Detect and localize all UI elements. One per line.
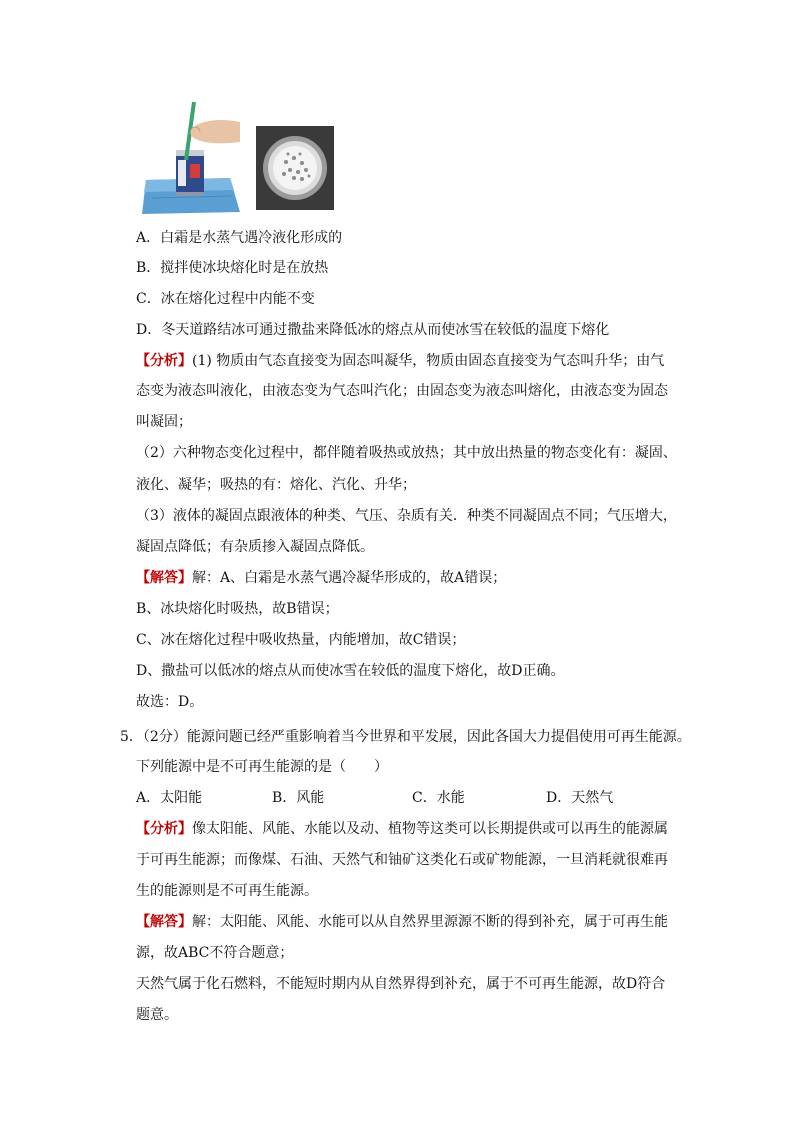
q4-answer-text: 解：A、白霜是水蒸气遇冷凝华形成的，故A错误；: [192, 570, 507, 586]
q5-analysis-text: 像太阳能、风能、水能以及动、植物等这类可以长期提供或可以再生的能源属: [192, 821, 668, 837]
q5-answer-tag: 【解答】: [136, 914, 192, 930]
q5-answer-line-1: [136, 912, 668, 932]
q5-option-c: C．水能: [412, 790, 465, 806]
q5-stem-line-1: 5．（2分）能源问题已经严重影响着当今世界和平发展，因此各国大力提倡使用可再生能源。: [120, 729, 691, 745]
q4-analysis-text: (1) 物质由气态直接变为固态叫凝华，物质由固态直接变为气态叫升华；由气: [192, 353, 665, 369]
q4-analysis-line-7: 凝固点降低；有杂质掺入凝固点降低。: [136, 539, 374, 555]
q4-answer-line-5: 故选：D。: [136, 694, 204, 710]
q4-analysis-line-6: （3）液体的凝固点跟液体的种类、气压、杂质有关．种类不同凝固点不同；气压增大，: [136, 508, 677, 524]
q5-analysis-line-3: 生的能源则是不可再生能源。: [136, 883, 318, 899]
q5-option-a: A．太阳能: [136, 790, 203, 806]
q5-answer-line-4: 题意。: [136, 1007, 178, 1023]
q5-analysis-line-1: [136, 819, 668, 839]
q4-answer-line-4: D、撒盐可以低冰的熔点从而使冰雪在较低的温度下熔化，故D正确。: [136, 663, 565, 679]
can-stirring-image: [142, 98, 242, 216]
q4-option-d: D．冬天道路结冰可通过撒盐来降低冰的熔点从而使冰雪在较低的温度下熔化: [136, 322, 610, 338]
q5-analysis-line-2: 于可再生能源；而像煤、石油、天然气和铀矿这类化石或矿物能源，一旦消耗就很难再: [136, 852, 668, 868]
q4-answer-line-2: B、冰块熔化时吸热，故B错误；: [136, 601, 339, 617]
q5-stem-line-2: 下列能源中是不可再生能源的是（ ）: [136, 759, 388, 775]
q5-answer-text: 解：太阳能、风能、水能可以从自然界里源源不断的得到补充，属于可再生能: [192, 914, 668, 930]
q5-analysis-tag: 【分析】: [136, 821, 192, 837]
q4-analysis-line-3: 叫凝固；: [136, 414, 192, 430]
q5-answer-line-3: 天然气属于化石燃料，不能短时期内从自然界得到补充，属于不可再生能源，故D符合: [136, 976, 666, 992]
q4-analysis-line-5: 液化、凝华；吸热的有：熔化、汽化、升华；: [136, 477, 416, 493]
q4-option-b: B．搅拌使冰块熔化时是在放热: [136, 260, 329, 276]
q4-analysis-tag: 【分析】: [136, 353, 192, 369]
q4-answer-tag: 【解答】: [136, 570, 192, 586]
q5-option-d: D．天然气: [546, 790, 614, 806]
q4-analysis-line-4: （2）六种物态变化过程中，都伴随着吸热或放热；其中放出热量的物态变化有：凝固、: [136, 445, 677, 461]
q5-options-row: [136, 788, 656, 808]
q4-answer-line-3: C、冰在熔化过程中吸收热量，内能增加，故C错误；: [136, 632, 466, 648]
q4-answer-line-1: [136, 568, 506, 588]
q5-option-b: B．风能: [272, 790, 325, 806]
q4-analysis-line-1: [136, 351, 664, 371]
q4-analysis-line-2: 态变为液态叫液化，由液态变为气态叫汽化；由固态变为液态叫熔化，由液态变为固态: [136, 383, 668, 399]
q4-option-a: A．白霜是水蒸气遇冷液化形成的: [136, 230, 343, 246]
q5-answer-line-2: 源，故ABC不符合题意；: [136, 945, 294, 961]
q4-option-c: C．冰在熔化过程中内能不变: [136, 291, 315, 307]
ice-beaker-image: [256, 126, 334, 210]
